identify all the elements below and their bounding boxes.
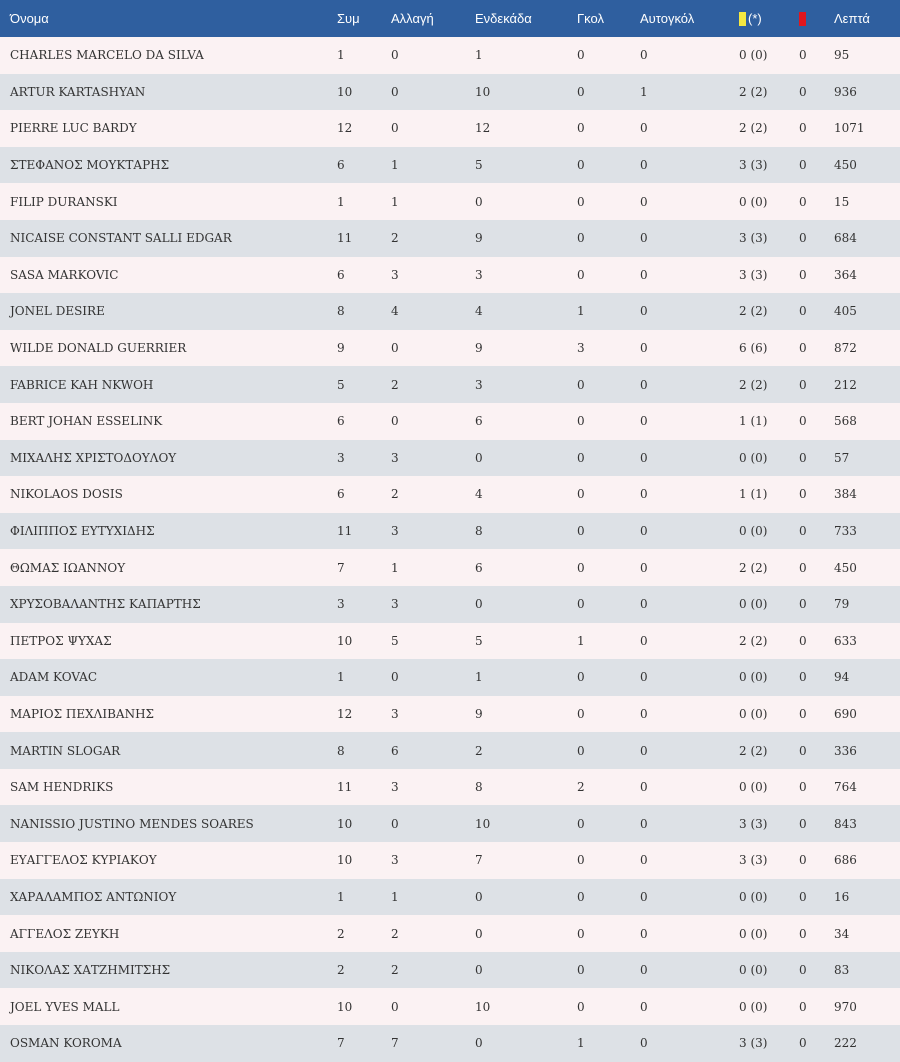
cell-minutes: 384 [834, 487, 857, 502]
cell-starts: 0 [475, 963, 483, 978]
table-row [0, 1025, 900, 1062]
table-row [0, 37, 900, 74]
cell-name[interactable]: ΕΥΑΓΓΕΛΟΣ ΚΥΡΙΑΚΟΥ [10, 853, 157, 868]
cell-subs: 2 [391, 487, 399, 502]
cell-red: 0 [799, 84, 807, 99]
cell-red: 0 [799, 48, 807, 63]
cell-goals: 0 [577, 231, 585, 246]
cell-own-goals: 0 [640, 560, 648, 575]
cell-goals: 1 [577, 1036, 585, 1051]
cell-red: 0 [799, 926, 807, 941]
cell-minutes: 95 [834, 48, 850, 63]
cell-yellow: 0 (0) [739, 194, 768, 209]
cell-yellow: 3 (3) [739, 816, 768, 831]
cell-name[interactable]: NIKOLAOS DOSIS [10, 487, 123, 502]
cell-goals: 0 [577, 816, 585, 831]
cell-red: 0 [799, 1036, 807, 1051]
cell-yellow: 0 (0) [739, 926, 768, 941]
cell-name[interactable]: ΜΑΡΙΟΣ ΠΕΧΛΙΒΑΝΗΣ [10, 706, 155, 721]
cell-starts: 6 [475, 414, 483, 429]
cell-yellow: 6 (6) [739, 341, 768, 356]
table-row [0, 147, 900, 184]
cell-minutes: 57 [834, 450, 850, 465]
cell-minutes: 405 [834, 304, 857, 319]
cell-apps: 8 [337, 743, 345, 758]
cell-goals: 0 [577, 597, 585, 612]
table-row [0, 842, 900, 879]
cell-name[interactable]: WILDE DONALD GUERRIER [10, 341, 187, 356]
cell-apps: 1 [337, 670, 345, 685]
cell-apps: 11 [337, 231, 353, 246]
cell-name[interactable]: ΘΩΜΑΣ ΙΩΑΝΝΟΥ [10, 560, 126, 575]
cell-apps: 1 [337, 889, 345, 904]
cell-starts: 9 [475, 706, 483, 721]
cell-goals: 2 [577, 780, 585, 795]
cell-starts: 9 [475, 341, 483, 356]
table-row [0, 659, 900, 696]
yellow-card-icon [739, 12, 746, 26]
cell-goals: 3 [577, 341, 585, 356]
cell-starts: 10 [475, 999, 491, 1014]
cell-subs: 1 [391, 889, 399, 904]
cell-apps: 8 [337, 304, 345, 319]
cell-subs: 3 [391, 267, 399, 282]
table-row [0, 403, 900, 440]
cell-subs: 1 [391, 560, 399, 575]
cell-yellow: 0 (0) [739, 999, 768, 1014]
cell-name[interactable]: NANISSIO JUSTINO MENDES SOARES [10, 816, 254, 831]
cell-subs: 2 [391, 377, 399, 392]
cell-subs: 3 [391, 706, 399, 721]
table-row [0, 769, 900, 806]
cell-apps: 7 [337, 1036, 345, 1051]
cell-name[interactable]: ΝΙΚΟΛΑΣ ΧΑΤΖΗΜΙΤΣΗΣ [10, 963, 171, 978]
table-row [0, 696, 900, 733]
cell-apps: 3 [337, 597, 345, 612]
cell-subs: 3 [391, 524, 399, 539]
cell-apps: 6 [337, 414, 345, 429]
cell-red: 0 [799, 414, 807, 429]
cell-yellow: 2 (2) [739, 633, 768, 648]
cell-yellow: 0 (0) [739, 597, 768, 612]
col-header-starts[interactable]: Ενδεκάδα [475, 11, 532, 26]
cell-red: 0 [799, 450, 807, 465]
cell-yellow: 3 (3) [739, 158, 768, 173]
cell-apps: 1 [337, 194, 345, 209]
cell-starts: 10 [475, 84, 491, 99]
cell-starts: 0 [475, 597, 483, 612]
cell-name[interactable]: SAM HENDRIKS [10, 780, 114, 795]
cell-starts: 3 [475, 267, 483, 282]
cell-yellow: 3 (3) [739, 267, 768, 282]
cell-starts: 0 [475, 450, 483, 465]
cell-yellow: 0 (0) [739, 780, 768, 795]
cell-starts: 2 [475, 743, 483, 758]
cell-yellow: 0 (0) [739, 889, 768, 904]
cell-apps: 6 [337, 267, 345, 282]
cell-own-goals: 0 [640, 1036, 648, 1051]
table-row [0, 952, 900, 989]
cell-starts: 1 [475, 670, 483, 685]
cell-starts: 4 [475, 487, 483, 502]
cell-starts: 5 [475, 158, 483, 173]
cell-red: 0 [799, 304, 807, 319]
cell-goals: 0 [577, 377, 585, 392]
table-row [0, 476, 900, 513]
cell-minutes: 733 [834, 524, 857, 539]
cell-starts: 0 [475, 926, 483, 941]
table-row [0, 293, 900, 330]
cell-subs: 0 [391, 84, 399, 99]
cell-apps: 7 [337, 560, 345, 575]
cell-apps: 12 [337, 706, 353, 721]
cell-own-goals: 0 [640, 450, 648, 465]
cell-apps: 2 [337, 963, 345, 978]
cell-red: 0 [799, 487, 807, 502]
cell-name[interactable]: FILIP DURANSKI [10, 194, 118, 209]
cell-goals: 0 [577, 267, 585, 282]
cell-goals: 0 [577, 158, 585, 173]
cell-name[interactable]: ΧΡΥΣΟΒΑΛΑΝΤΗΣ ΚΑΠΑΡΤΗΣ [10, 597, 201, 612]
cell-name[interactable]: OSMAN KOROMA [10, 1036, 122, 1051]
cell-yellow: 0 (0) [739, 670, 768, 685]
cell-name[interactable]: ΧΑΡΑΛΑΜΠΟΣ ΑΝΤΩΝΙΟΥ [10, 889, 177, 904]
cell-minutes: 450 [834, 560, 857, 575]
cell-starts: 9 [475, 231, 483, 246]
cell-minutes: 450 [834, 158, 857, 173]
table-body [0, 37, 900, 1062]
cell-name[interactable]: SASA MARKOVIC [10, 267, 119, 282]
cell-apps: 6 [337, 158, 345, 173]
cell-own-goals: 1 [640, 84, 648, 99]
cell-starts: 1 [475, 48, 483, 63]
cell-starts: 4 [475, 304, 483, 319]
cell-name[interactable]: CHARLES MARCELO DA SILVA [10, 48, 204, 63]
cell-name[interactable]: ΠΕΤΡΟΣ ΨΥΧΑΣ [10, 633, 112, 648]
cell-subs: 1 [391, 158, 399, 173]
cell-goals: 0 [577, 706, 585, 721]
cell-goals: 1 [577, 304, 585, 319]
cell-apps: 11 [337, 524, 353, 539]
cell-subs: 0 [391, 670, 399, 685]
table-row [0, 440, 900, 477]
table-row [0, 879, 900, 916]
cell-own-goals: 0 [640, 194, 648, 209]
table-row [0, 988, 900, 1025]
cell-starts: 0 [475, 194, 483, 209]
cell-goals: 0 [577, 84, 585, 99]
cell-yellow: 2 (2) [739, 121, 768, 136]
cell-name[interactable]: BERT JOHAN ESSELINK [10, 414, 163, 429]
cell-apps: 12 [337, 121, 353, 136]
cell-goals: 0 [577, 121, 585, 136]
cell-name[interactable]: JONEL DESIRE [10, 304, 105, 319]
col-header-own-goals[interactable]: Αυτογκόλ [640, 11, 695, 26]
cell-yellow: 1 (1) [739, 414, 768, 429]
cell-minutes: 1071 [834, 121, 865, 136]
col-header-red[interactable] [789, 0, 824, 37]
cell-minutes: 633 [834, 633, 857, 648]
cell-apps: 2 [337, 926, 345, 941]
cell-yellow: 0 (0) [739, 524, 768, 539]
cell-yellow: 0 (0) [739, 706, 768, 721]
cell-own-goals: 0 [640, 706, 648, 721]
cell-subs: 0 [391, 999, 399, 1014]
cell-subs: 7 [391, 1036, 399, 1051]
cell-apps: 10 [337, 633, 353, 648]
cell-minutes: 872 [834, 341, 857, 356]
cell-red: 0 [799, 158, 807, 173]
cell-starts: 5 [475, 633, 483, 648]
cell-own-goals: 0 [640, 999, 648, 1014]
cell-yellow: 0 (0) [739, 48, 768, 63]
cell-subs: 2 [391, 231, 399, 246]
cell-own-goals: 0 [640, 267, 648, 282]
cell-subs: 5 [391, 633, 399, 648]
cell-own-goals: 0 [640, 377, 648, 392]
cell-goals: 0 [577, 48, 585, 63]
cell-red: 0 [799, 853, 807, 868]
cell-apps: 3 [337, 450, 345, 465]
cell-own-goals: 0 [640, 670, 648, 685]
cell-red: 0 [799, 999, 807, 1014]
table-row [0, 74, 900, 111]
col-header-subs[interactable]: Αλλαγή [391, 11, 434, 26]
cell-yellow: 2 (2) [739, 84, 768, 99]
table-row [0, 220, 900, 257]
cell-subs: 0 [391, 414, 399, 429]
cell-goals: 0 [577, 853, 585, 868]
cell-goals: 0 [577, 414, 585, 429]
table-row [0, 183, 900, 220]
cell-minutes: 686 [834, 853, 857, 868]
cell-starts: 6 [475, 560, 483, 575]
cell-own-goals: 0 [640, 414, 648, 429]
cell-red: 0 [799, 560, 807, 575]
cell-red: 0 [799, 377, 807, 392]
cell-red: 0 [799, 670, 807, 685]
cell-minutes: 568 [834, 414, 857, 429]
table-row [0, 623, 900, 660]
table-row [0, 513, 900, 550]
cell-starts: 8 [475, 524, 483, 539]
cell-own-goals: 0 [640, 816, 648, 831]
cell-starts: 8 [475, 780, 483, 795]
cell-own-goals: 0 [640, 524, 648, 539]
cell-subs: 3 [391, 450, 399, 465]
cell-yellow: 3 (3) [739, 231, 768, 246]
cell-goals: 0 [577, 560, 585, 575]
cell-subs: 0 [391, 341, 399, 356]
cell-minutes: 764 [834, 780, 857, 795]
cell-subs: 4 [391, 304, 399, 319]
cell-red: 0 [799, 816, 807, 831]
cell-name[interactable]: NICAISE CONSTANT SALLI EDGAR [10, 231, 232, 246]
table-header-row [0, 0, 900, 37]
cell-yellow: 1 (1) [739, 487, 768, 502]
cell-red: 0 [799, 780, 807, 795]
table-row [0, 330, 900, 367]
cell-minutes: 970 [834, 999, 857, 1014]
cell-subs: 2 [391, 926, 399, 941]
cell-red: 0 [799, 267, 807, 282]
cell-minutes: 79 [834, 597, 850, 612]
cell-own-goals: 0 [640, 743, 648, 758]
cell-own-goals: 0 [640, 889, 648, 904]
cell-apps: 10 [337, 853, 353, 868]
cell-goals: 0 [577, 524, 585, 539]
cell-minutes: 364 [834, 267, 857, 282]
cell-yellow: 2 (2) [739, 743, 768, 758]
table-row [0, 732, 900, 769]
cell-minutes: 336 [834, 743, 857, 758]
cell-goals: 1 [577, 633, 585, 648]
cell-goals: 0 [577, 194, 585, 209]
cell-name[interactable]: ΣΤΕΦΑΝΟΣ ΜΟΥΚΤΑΡΗΣ [10, 158, 170, 173]
cell-apps: 5 [337, 377, 345, 392]
cell-red: 0 [799, 231, 807, 246]
cell-minutes: 936 [834, 84, 857, 99]
table-row [0, 805, 900, 842]
cell-name[interactable]: JOEL YVES MALL [10, 999, 120, 1014]
cell-name[interactable]: MARTIN SLOGAR [10, 743, 121, 758]
cell-minutes: 16 [834, 889, 850, 904]
cell-starts: 12 [475, 121, 491, 136]
cell-minutes: 15 [834, 194, 850, 209]
cell-minutes: 83 [834, 963, 850, 978]
cell-subs: 0 [391, 816, 399, 831]
cell-starts: 3 [475, 377, 483, 392]
cell-name[interactable]: ΑΓΓΕΛΟΣ ΖΕΥΚΗ [10, 926, 120, 941]
table-row [0, 915, 900, 952]
cell-name[interactable]: PIERRE LUC BARDY [10, 121, 137, 136]
cell-yellow: 0 (0) [739, 450, 768, 465]
cell-goals: 0 [577, 889, 585, 904]
cell-minutes: 684 [834, 231, 857, 246]
cell-apps: 10 [337, 999, 353, 1014]
cell-subs: 0 [391, 121, 399, 136]
cell-own-goals: 0 [640, 304, 648, 319]
cell-own-goals: 0 [640, 633, 648, 648]
cell-red: 0 [799, 706, 807, 721]
cell-goals: 0 [577, 487, 585, 502]
cell-red: 0 [799, 633, 807, 648]
cell-subs: 6 [391, 743, 399, 758]
cell-yellow: 2 (2) [739, 304, 768, 319]
cell-subs: 3 [391, 780, 399, 795]
cell-minutes: 34 [834, 926, 850, 941]
cell-red: 0 [799, 889, 807, 904]
cell-minutes: 94 [834, 670, 850, 685]
cell-yellow: 3 (3) [739, 853, 768, 868]
table-row [0, 366, 900, 403]
cell-apps: 10 [337, 816, 353, 831]
cell-goals: 0 [577, 926, 585, 941]
col-header-apps[interactable]: Συμ [337, 11, 360, 26]
col-header-yellow[interactable] [729, 0, 789, 37]
cell-subs: 3 [391, 597, 399, 612]
cell-red: 0 [799, 194, 807, 209]
cell-red: 0 [799, 743, 807, 758]
cell-goals: 0 [577, 450, 585, 465]
cell-own-goals: 0 [640, 231, 648, 246]
cell-red: 0 [799, 341, 807, 356]
cell-minutes: 690 [834, 706, 857, 721]
cell-minutes: 222 [834, 1036, 857, 1051]
col-header-minutes[interactable]: Λεπτά [834, 11, 870, 26]
cell-starts: 10 [475, 816, 491, 831]
cell-yellow: 0 (0) [739, 963, 768, 978]
cell-starts: 0 [475, 1036, 483, 1051]
red-card-icon [799, 12, 806, 26]
cell-own-goals: 0 [640, 121, 648, 136]
cell-name[interactable]: ΜΙΧΑΛΗΣ ΧΡΙΣΤΟΔΟΥΛΟΥ [10, 450, 177, 465]
cell-own-goals: 0 [640, 926, 648, 941]
cell-minutes: 212 [834, 377, 857, 392]
cell-yellow: 3 (3) [739, 1036, 768, 1051]
cell-own-goals: 0 [640, 780, 648, 795]
cell-red: 0 [799, 121, 807, 136]
cell-goals: 0 [577, 670, 585, 685]
cell-goals: 0 [577, 963, 585, 978]
cell-name[interactable]: ADAM KOVAC [10, 670, 98, 685]
cell-own-goals: 0 [640, 48, 648, 63]
cell-red: 0 [799, 963, 807, 978]
cell-starts: 0 [475, 889, 483, 904]
table-row [0, 257, 900, 294]
cell-yellow: 2 (2) [739, 560, 768, 575]
cell-apps: 9 [337, 341, 345, 356]
cell-apps: 1 [337, 48, 345, 63]
cell-minutes: 843 [834, 816, 857, 831]
cell-subs: 2 [391, 963, 399, 978]
cell-apps: 6 [337, 487, 345, 502]
cell-goals: 0 [577, 999, 585, 1014]
cell-subs: 0 [391, 48, 399, 63]
cell-apps: 11 [337, 780, 353, 795]
cell-name[interactable]: FABRICE KAH NKWOH [10, 377, 154, 392]
cell-starts: 7 [475, 853, 483, 868]
cell-subs: 3 [391, 853, 399, 868]
cell-name[interactable]: ΦΙΛΙΠΠΟΣ ΕΥΤΥΧΙΔΗΣ [10, 524, 155, 539]
cell-red: 0 [799, 597, 807, 612]
cell-own-goals: 0 [640, 341, 648, 356]
cell-yellow: 2 (2) [739, 377, 768, 392]
cell-own-goals: 0 [640, 158, 648, 173]
table-row [0, 549, 900, 586]
cell-own-goals: 0 [640, 597, 648, 612]
cell-own-goals: 0 [640, 853, 648, 868]
cell-own-goals: 0 [640, 963, 648, 978]
cell-own-goals: 0 [640, 487, 648, 502]
cell-goals: 0 [577, 743, 585, 758]
cell-apps: 10 [337, 84, 353, 99]
cell-red: 0 [799, 524, 807, 539]
table-row [0, 110, 900, 147]
yellow-note: (*) [748, 10, 762, 26]
col-header-name[interactable]: Όνομα [10, 11, 49, 26]
table-row [0, 586, 900, 623]
cell-subs: 1 [391, 194, 399, 209]
cell-name[interactable]: ARTUR KARTASHYAN [10, 84, 146, 99]
col-header-goals[interactable]: Γκολ [577, 11, 604, 26]
